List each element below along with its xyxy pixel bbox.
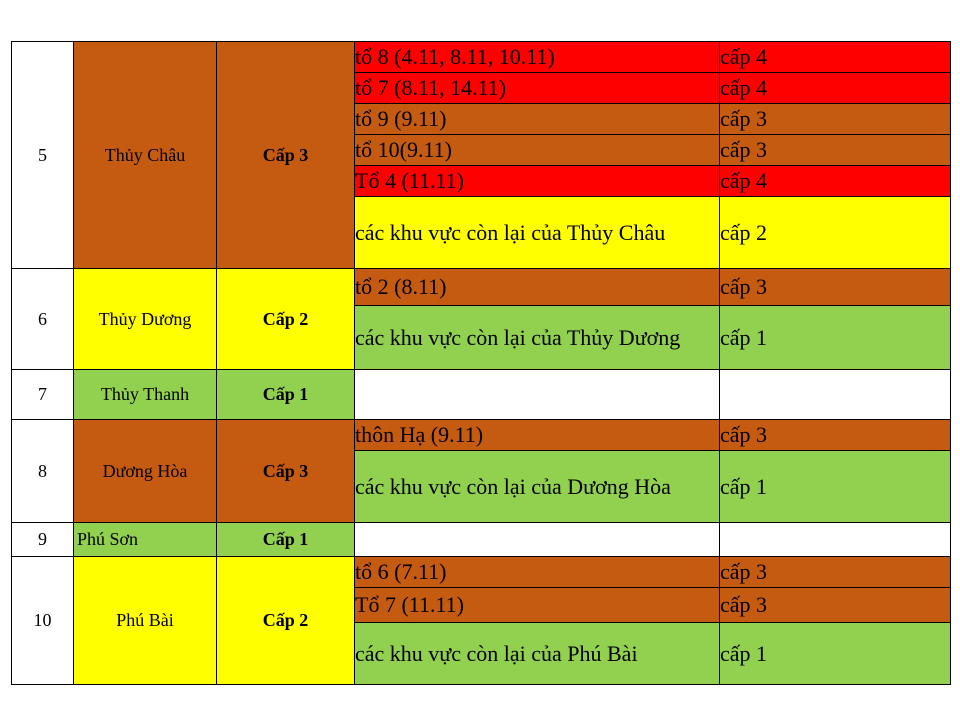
table-row bbox=[12, 42, 951, 73]
area-level-cell bbox=[720, 370, 951, 420]
area-cell: Tổ 4 (11.11) bbox=[355, 166, 720, 197]
row-number: 7 bbox=[12, 370, 74, 420]
area-cell bbox=[355, 370, 720, 420]
area-level-cell: cấp 1 bbox=[720, 306, 951, 370]
area-level-cell bbox=[720, 523, 951, 557]
table-row bbox=[12, 523, 951, 557]
ward-level: Cấp 2 bbox=[217, 557, 355, 685]
area-cell: tổ 2 (8.11) bbox=[355, 269, 720, 306]
ward-name: Dương Hòa bbox=[74, 420, 217, 523]
area-level-cell: cấp 3 bbox=[720, 135, 951, 166]
area-cell: các khu vực còn lại của Dương Hòa bbox=[355, 451, 720, 523]
risk-level-table bbox=[11, 41, 951, 685]
area-cell: thôn Hạ (9.11) bbox=[355, 420, 720, 451]
ward-name: Thủy Thanh bbox=[74, 370, 217, 420]
area-cell: tổ 8 (4.11, 8.11, 10.11) bbox=[355, 42, 720, 73]
ward-name: Phú Bài bbox=[74, 557, 217, 685]
area-level-cell: cấp 2 bbox=[720, 197, 951, 269]
row-number: 9 bbox=[12, 523, 74, 557]
ward-name: Thủy Châu bbox=[74, 42, 217, 269]
ward-level: Cấp 1 bbox=[217, 523, 355, 557]
area-level-cell: cấp 3 bbox=[720, 588, 951, 623]
area-level-cell: cấp 3 bbox=[720, 557, 951, 588]
ward-name: Thủy Dương bbox=[74, 269, 217, 370]
area-level-cell: cấp 3 bbox=[720, 104, 951, 135]
table-row bbox=[12, 557, 951, 588]
ward-level: Cấp 1 bbox=[217, 370, 355, 420]
area-cell: các khu vực còn lại của Thủy Dương bbox=[355, 306, 720, 370]
area-level-cell: cấp 3 bbox=[720, 269, 951, 306]
ward-level: Cấp 3 bbox=[217, 42, 355, 269]
row-number: 5 bbox=[12, 42, 74, 269]
area-cell bbox=[355, 523, 720, 557]
area-cell: các khu vực còn lại của Phú Bài bbox=[355, 623, 720, 685]
area-cell: tổ 6 (7.11) bbox=[355, 557, 720, 588]
area-level-cell: cấp 1 bbox=[720, 623, 951, 685]
area-cell: tổ 10(9.11) bbox=[355, 135, 720, 166]
area-level-cell: cấp 1 bbox=[720, 451, 951, 523]
ward-name: Phú Sơn bbox=[74, 523, 217, 557]
ward-level: Cấp 3 bbox=[217, 420, 355, 523]
area-level-cell: cấp 4 bbox=[720, 73, 951, 104]
table-row bbox=[12, 269, 951, 306]
row-number: 10 bbox=[12, 557, 74, 685]
table-row bbox=[12, 370, 951, 420]
ward-level: Cấp 2 bbox=[217, 269, 355, 370]
area-cell: tổ 7 (8.11, 14.11) bbox=[355, 73, 720, 104]
area-cell: tổ 9 (9.11) bbox=[355, 104, 720, 135]
row-number: 8 bbox=[12, 420, 74, 523]
row-number: 6 bbox=[12, 269, 74, 370]
area-level-cell: cấp 3 bbox=[720, 420, 951, 451]
table-row bbox=[12, 420, 951, 451]
area-cell: Tổ 7 (11.11) bbox=[355, 588, 720, 623]
area-level-cell: cấp 4 bbox=[720, 42, 951, 73]
area-level-cell: cấp 4 bbox=[720, 166, 951, 197]
area-cell: các khu vực còn lại của Thủy Châu bbox=[355, 197, 720, 269]
